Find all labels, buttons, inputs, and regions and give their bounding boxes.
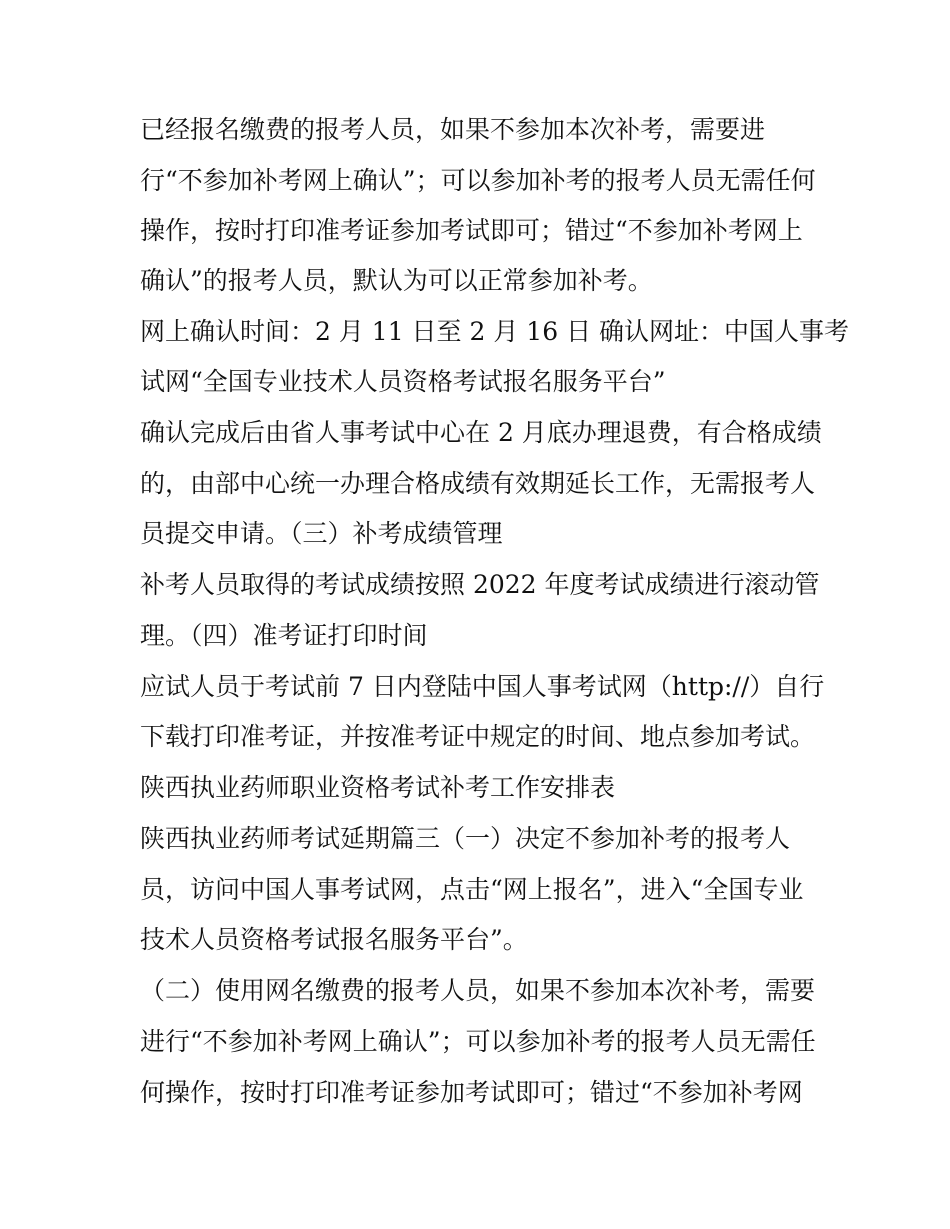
text-line: 陕西执业药师职业资格考试补考工作安排表 (140, 773, 616, 802)
text-line: 的，由部中心统一办理合格成绩有效期延长工作，无需报考人 (140, 469, 816, 498)
text-line: 应试人员于考试前 7 日内登陆中国人事考试网（http://）自行 (140, 672, 825, 701)
text-line: （二）使用网名缴费的报考人员，如果不参加本次补考，需要 (140, 976, 816, 1005)
text-line: 补考人员取得的考试成绩按照 2022 年度考试成绩进行滚动管 (140, 570, 820, 599)
text-line: 员，访问中国人事考试网，点击“网上报名”，进入“全国专业 (140, 875, 804, 904)
text-line: 网上确认时间：2 月 11 日至 2 月 16 日 确认网址：中国人事考 (140, 317, 850, 346)
text-line: 员提交申请。（三）补考成绩管理 (140, 519, 503, 548)
text-line: 理。（四）准考证打印时间 (140, 621, 428, 650)
text-line: 下载打印准考证，并按准考证中规定的时间、地点参加考试。 (140, 722, 816, 751)
text-line: 何操作，按时打印准考证参加考试即可；错过“不参加补考网 (140, 1078, 803, 1107)
text-line: 进行“不参加补考网上确认”；可以参加补考的报考人员无需任 (140, 1027, 816, 1056)
text-line: 确认完成后由省人事考试中心在 2 月底办理退费，有合格成绩 (140, 418, 822, 447)
text-line: 操作，按时打印准考证参加考试即可；错过“不参加补考网上 (140, 216, 803, 245)
text-line: 陕西执业药师考试延期篇三（一）决定不参加补考的报考人 (140, 824, 791, 853)
text-line: 行“不参加补考网上确认”；可以参加补考的报考人员无需任何 (140, 166, 816, 195)
text-line: 技术人员资格考试报名服务平台”。 (140, 925, 528, 954)
text-line: 确认”的报考人员，默认为可以正常参加补考。 (140, 266, 653, 295)
text-line: 已经报名缴费的报考人员，如果不参加本次补考，需要进 (140, 115, 766, 144)
text-line: 试网“全国专业技术人员资格考试报名服务平台” (140, 367, 666, 396)
